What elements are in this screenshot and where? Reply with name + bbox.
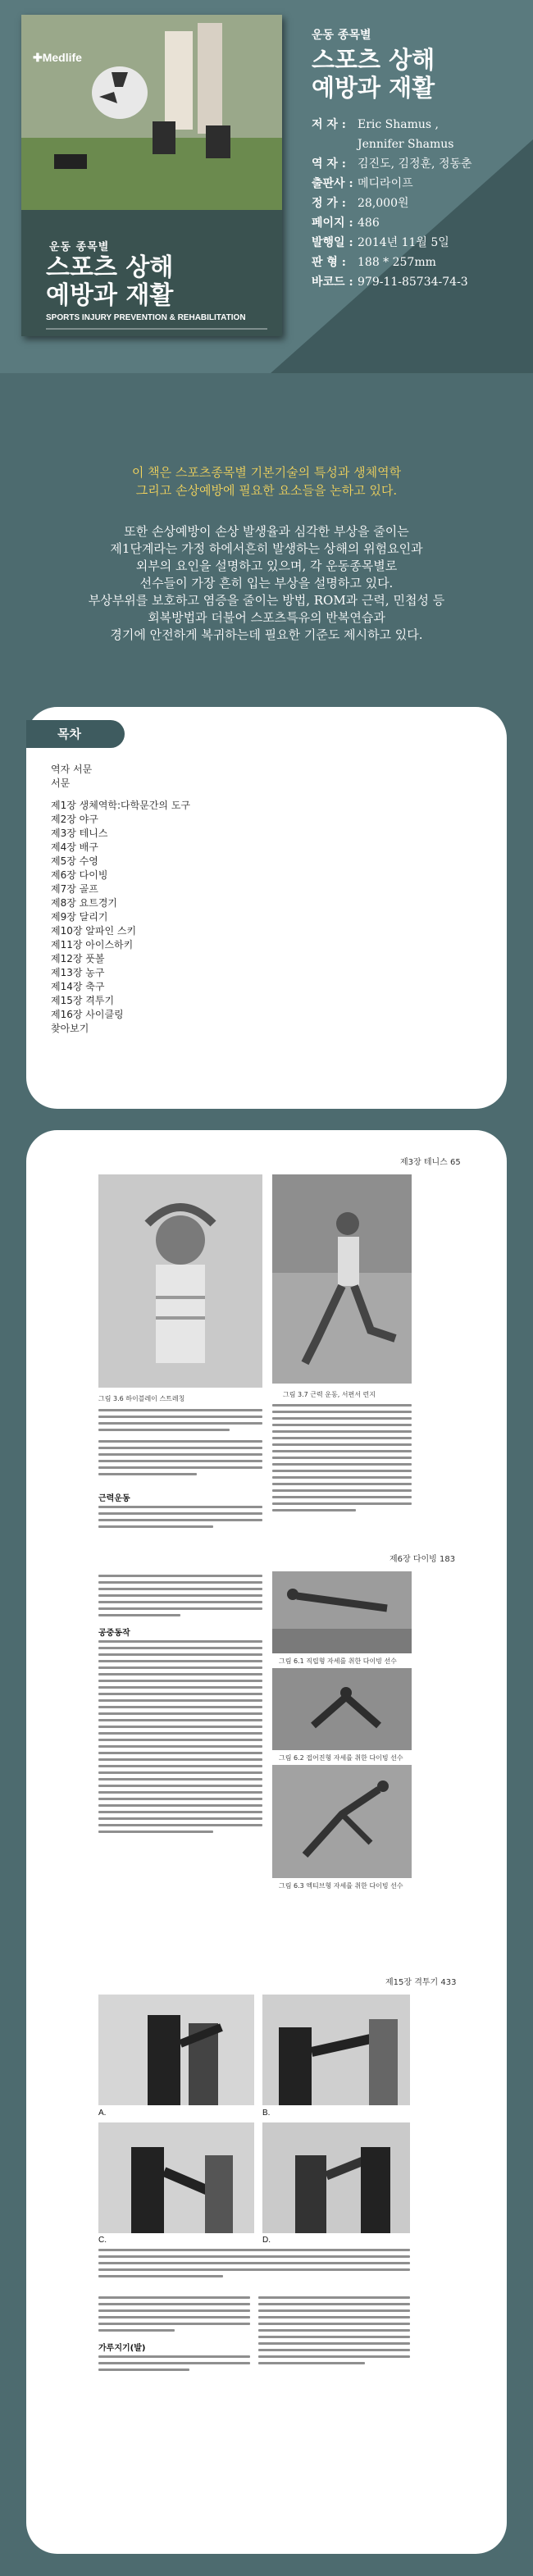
book-meta-list [312,115,525,292]
toc-list [51,763,379,1036]
toc-item: 서문 [51,777,71,789]
page3-text-right [258,2296,410,2369]
page2-text-1 [98,1575,262,1621]
photo-diver-pike [272,1668,412,1750]
photo-stretching-woman [98,1174,262,1388]
meta-row-date: 발행일 : 2014년 11월 5일 [312,236,449,249]
cover-series-label: 운동 종목별 [49,241,110,253]
toc-item: 제3장 테니스 [51,828,108,839]
photo-martial-arts-b [262,1995,410,2105]
photo-martial-arts-c [98,2122,254,2233]
toc-item: 제1장 생체역학:다학문간의 도구 [51,800,191,811]
toc-item: 제15장 격투기 [51,995,115,1006]
book-title-line2: 예방과 재활 [312,74,435,102]
toc-item: 제7장 골프 [51,883,98,895]
page3-caption-block [98,2249,410,2282]
toc-item: 제2장 야구 [51,814,98,825]
toc-item: 제11장 아이스하키 [51,939,134,951]
page2-subhead: 공중동작 [98,1629,130,1638]
page3-text-left-2 [98,2355,250,2375]
toc-item: 제10장 알파인 스키 [51,925,137,937]
toc-item: 제13장 농구 [51,967,105,978]
toc-item: 제9장 달리기 [51,911,108,923]
toc-title: 목차 [57,727,81,741]
page1-caption-left: 그림 3.6 하이블레이 스트레칭 [98,1395,185,1402]
page3-label-d: D. [262,2236,271,2245]
page1-text-right [272,1404,412,1516]
page1-subhead: 근력운동 [98,1494,130,1503]
page3-header: 제15장 격투기 433 [385,1978,457,1987]
meta-row-pages: 페이지 : 486 [312,217,380,230]
page1-text-left [98,1409,262,1479]
photo-diver-twist [272,1765,412,1878]
page3-label-c: C. [98,2236,107,2245]
photo-martial-arts-d [262,2122,410,2233]
page2-caption-2: 그림 6.2 접어진형 자세를 취한 다이빙 선수 [279,1754,403,1762]
meta-row-author-cont: Jennifer Shamus [358,138,454,151]
page1-caption-right: 그림 3.7 근력 운동, 서편서 런지 [283,1391,376,1398]
page1-header: 제3장 테니스 65 [400,1158,461,1167]
meta-row-publisher: 출판사 : 메디라이프 [312,177,413,190]
meta-row-translator: 역 자 : 김진도, 김정훈, 정동춘 [312,157,472,171]
toc-item: 제8장 요트경기 [51,897,118,909]
page2-caption-3: 그림 6.3 엑티브형 자세를 취한 다이빙 선수 [279,1882,403,1890]
description-body: 또한 손상예방이 손상 발생율과 심각한 부상을 줄이는 제1단계라는 가정 하에서흔히 발생하는 상해의 위험요인과 외부의 요인을 설명하고 있으며, 각 운동종목별로 선수들이 가장 흔히 입는 부상을 설명하고 있다. 부상부위를 보호하고 염증을 줄이는 방법, ROM과 근력, 민첩성 등 회복방법과 더불어 스포츠특유의 반복연습과 경기에 안전하게 복귀하는데 필요한 기준도 제시하고 있다. [88,524,445,642]
page3-subhead: 가루지기(발) [98,2344,146,2353]
meta-row-price: 정 가 : 28,000원 [312,197,409,210]
cover-divider [46,328,267,330]
toc-item: 제16장 사이클링 [51,1009,124,1020]
book-title-line1: 스포츠 상해 [312,46,435,74]
meta-row-barcode: 바코드 : 979-11-85734-74-3 [312,276,468,289]
cover-publisher-logo: ✚Medlife [33,51,82,64]
page3-label-b: B. [262,2109,271,2118]
photo-lunge-exercise [272,1174,412,1384]
page2-caption-1: 그림 6.1 직립형 자세를 취한 다이빙 선수 [279,1657,397,1665]
book-series-label: 운동 종목별 [312,29,371,42]
toc-item: 제14장 축구 [51,981,105,992]
book-info-panel [312,26,525,292]
photo-martial-arts-a [98,1995,254,2105]
toc-item: 역자 서문 [51,764,93,775]
book-title [312,46,525,102]
book-cover [21,15,282,336]
cover-title [46,254,173,310]
page3-label-a: A. [98,2109,107,2118]
toc-item: 찾아보기 [51,1023,89,1034]
cover-subtitle: SPORTS INJURY PREVENTION & REHABILITATION [46,313,246,322]
toc-item: 제5장 수영 [51,855,98,867]
cover-title-line2: 예방과 재활 [46,281,174,310]
page2-header: 제6장 다이빙 183 [390,1555,456,1564]
meta-row-author: 저 자 : Eric Shamus , [312,118,440,131]
page3-text-left [98,2296,250,2336]
meta-row-format: 판 형 : 188 * 257mm [312,256,436,269]
page1-text-left-2 [98,1506,262,1532]
photo-diver-straight [272,1571,412,1653]
page2-text-2 [98,1640,262,1837]
toc-item: 제4장 배구 [51,841,98,853]
cover-title-line1: 스포츠 상해 [46,253,174,282]
description-highlight: 이 책은 스포츠종목별 기본기술의 특성과 생체역학 그리고 손상예방에 필요한 요소들을 논하고 있다. [131,465,402,498]
toc-item: 제6장 다이빙 [51,869,108,881]
toc-item: 제12장 풋볼 [51,953,105,964]
